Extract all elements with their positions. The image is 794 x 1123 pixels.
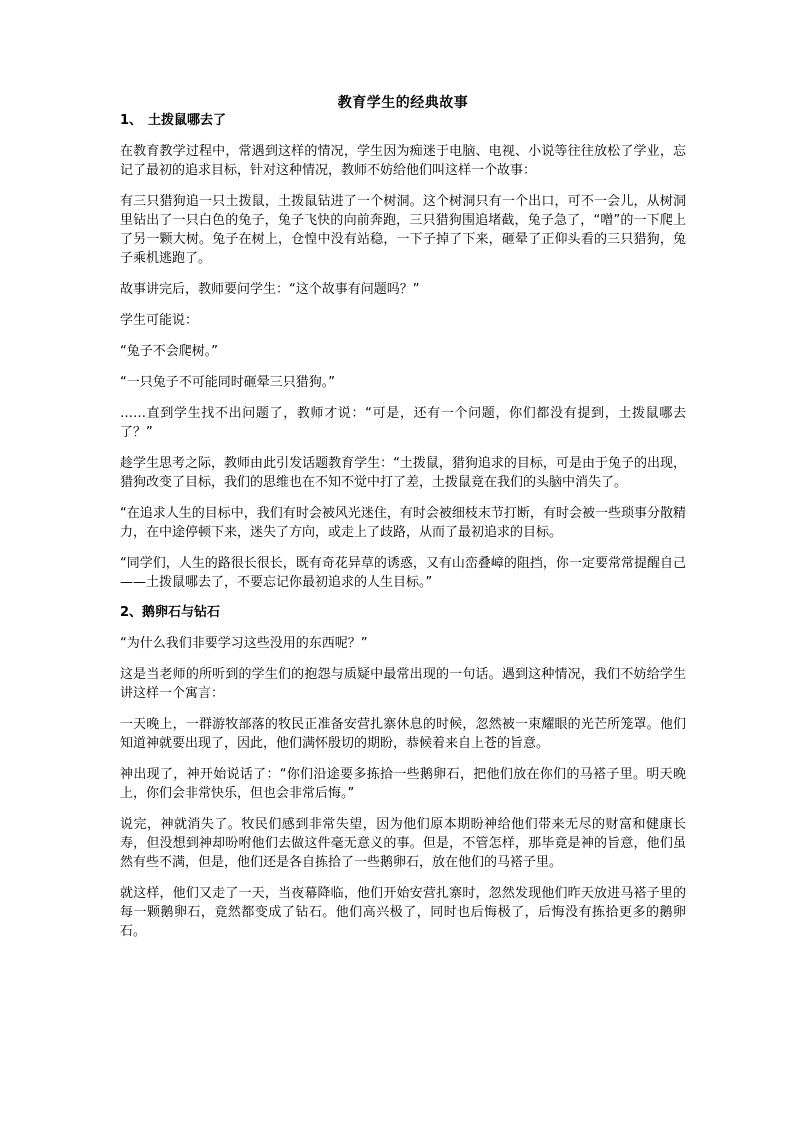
paragraph: “为什么我们非要学习这些没用的东西呢？” bbox=[120, 636, 368, 651]
section-1-title: 土拨鼠哪去了 bbox=[148, 113, 227, 128]
paragraph: 就这样，他们又走了一天，当夜幕降临，他们开始安营扎寨时，忽然发现他们昨天放进马褡子里的每一颗鹅卵石，竟然都变成了钻石。他们高兴极了，同时也后悔极了，后悔没有拣拾更多的鹅卵石。 bbox=[120, 886, 686, 939]
section-2-number: 2、 bbox=[120, 605, 143, 620]
document-page bbox=[120, 94, 686, 941]
paragraph: “同学们，人生的路很长很长，既有奇花异草的诱惑，又有山峦叠嶂的阻挡，你一定要常常提醒自己——土拨鼠哪去了，不要忘记你最初追求的人生目标。” bbox=[120, 556, 686, 590]
document-title: 教育学生的经典故事 bbox=[337, 95, 469, 111]
paragraph: 有三只猎狗追一只土拨鼠，土拨鼠钻进了一个树洞。这个树洞只有一个出口，可不一会儿，从树洞里钻出了一只白色的兔子，兔子飞快的向前奔跑，三只猎狗围追堵截，兔子急了，“噌”的一下爬上了另一颗大树。兔子在树上，仓惶中没有站稳，一下子掉了下来，砸晕了正仰头看的三只猎狗，兔子乘机逃跑了。 bbox=[120, 194, 686, 266]
paragraph: 趁学生思考之际，教师由此引发话题教育学生：“土拨鼠，猎狗追求的目标，可是由于兔子的出现，猎狗改变了目标，我们的思维也在不知不觉中打了差，土拨鼠竟在我们的头脑中消失了。 bbox=[120, 456, 686, 490]
paragraph: 说完，神就消失了。牧民们感到非常失望，因为他们原本期盼神给他们带来无尽的财富和健康长寿，但没想到神却吩咐他们去做这件毫无意义的事。但是，不管怎样，那毕竟是神的旨意，他们虽然有些不满，但是，他们还是各自拣拾了一些鹅卵石，放在他们的马褡子里。 bbox=[120, 817, 686, 870]
paragraph: 一天晚上，一群游牧部落的牧民正准备安营扎寨休息的时候，忽然被一束耀眼的光芒所笼罩。他们知道神就要出现了，因此，他们满怀殷切的期盼，恭候着来自上苍的旨意。 bbox=[120, 717, 686, 751]
section-2-heading bbox=[120, 604, 686, 622]
paragraph: “一只兔子不可能同时砸晕三只猎狗。” bbox=[120, 375, 335, 390]
paragraph: “兔子不会爬树。” bbox=[120, 344, 218, 359]
paragraph: 在教育教学过程中，常遇到这样的情况，学生因为痴迷于电脑、电视、小说等往往放松了学业，忘记了最初的追求目标，针对这种情况，教师不妨给他们叫这样一个故事： bbox=[120, 144, 686, 178]
section-1-heading bbox=[120, 112, 686, 130]
paragraph: 神出现了，神开始说话了：“你们沿途要多拣拾一些鹅卵石，把他们放在你们的马褡子里。明天晚上，你们会非常快乐，但也会非常后悔。” bbox=[120, 767, 686, 801]
section-2-title: 鹅卵石与钻石 bbox=[142, 605, 221, 620]
paragraph: 学生可能说： bbox=[120, 313, 199, 328]
paragraph: 这是当老师的所听到的学生们的抱怨与质疑中最常出现的一句话。遇到这种情况，我们不妨给学生讲这样一个寓言： bbox=[120, 667, 686, 701]
paragraph: 故事讲完后，教师要问学生：“这个故事有问题吗？” bbox=[120, 282, 420, 297]
paragraph: “在追求人生的目标中，我们有时会被风光迷住，有时会被细枝末节打断，有时会被一些琐事分散精力，在中途停顿下来，迷失了方向，或走上了歧路，从而了最初追求的目标。 bbox=[120, 506, 686, 540]
paragraph: ……直到学生找不出问题了，教师才说：“可是，还有一个问题，你们都没有提到，土拨鼠哪去了？” bbox=[120, 406, 686, 440]
section-1-number: 1、 bbox=[120, 113, 143, 128]
